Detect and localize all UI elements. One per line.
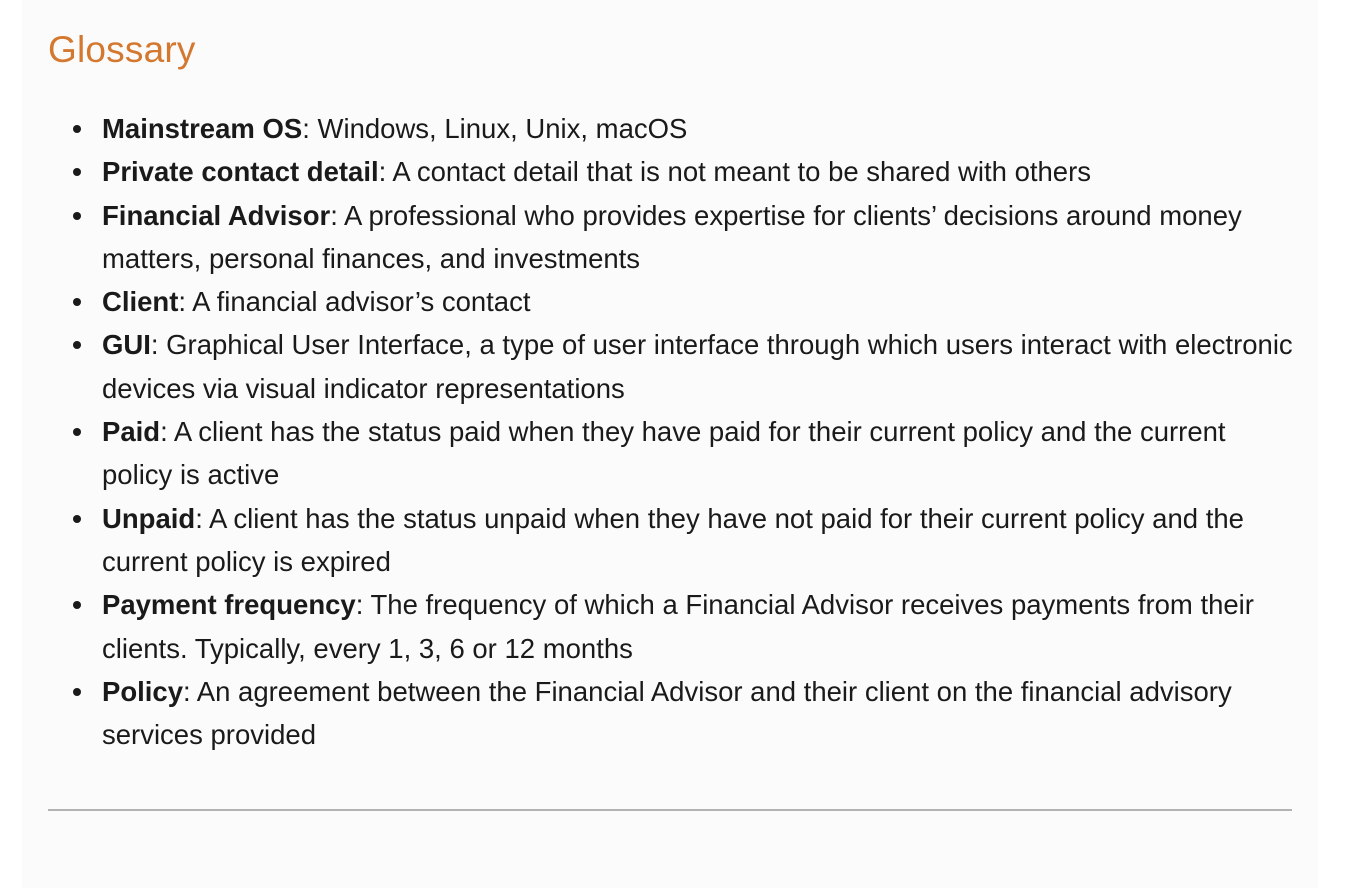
glossary-separator: : — [378, 156, 387, 188]
glossary-section — [48, 28, 1298, 756]
glossary-item — [102, 107, 1298, 150]
glossary-term: GUI — [102, 329, 151, 361]
glossary-term: Mainstream OS — [102, 113, 303, 144]
glossary-definition: An agreement between the Financial Advisor and their client on the financial advisory services provided — [102, 675, 1232, 751]
glossary-term: Financial Advisor — [102, 199, 331, 231]
glossary-item — [102, 150, 1298, 193]
glossary-item — [102, 280, 1298, 323]
glossary-list — [48, 107, 1298, 756]
glossary-definition: The frequency of which a Financial Advisor receives payments from their clients. Typically, every 1, 3, 6 or 12 months — [102, 589, 1254, 664]
glossary-term: Private contact detail — [102, 156, 379, 188]
glossary-separator: : — [150, 329, 159, 361]
glossary-term: Payment frequency — [102, 589, 356, 621]
glossary-term: Paid — [102, 416, 161, 448]
glossary-term: Client — [102, 286, 179, 318]
glossary-separator: : — [330, 199, 338, 231]
glossary-item — [102, 323, 1298, 410]
glossary-term: Policy — [102, 675, 184, 707]
glossary-definition: A client has the status paid when they have paid for their current policy and the current policy is active — [102, 416, 1226, 491]
glossary-term: Unpaid — [102, 502, 196, 534]
glossary-item — [102, 410, 1298, 497]
glossary-separator: : — [183, 675, 191, 707]
glossary-item — [102, 497, 1298, 584]
glossary-separator: : — [302, 113, 310, 144]
glossary-separator: : — [178, 286, 187, 318]
glossary-item — [102, 583, 1298, 670]
document-page — [22, 0, 1318, 888]
glossary-definition: A contact detail that is not meant to be shared with others — [386, 156, 1091, 188]
glossary-definition: A client has the status unpaid when they have not paid for their current policy and the current policy is expired — [102, 502, 1244, 577]
glossary-definition: A professional who provides expertise for clients’ decisions around money matters, personal finances, and investments — [102, 199, 1242, 274]
horizontal-rule — [48, 809, 1292, 811]
glossary-item — [102, 194, 1298, 281]
glossary-separator: : — [355, 589, 364, 621]
glossary-separator: : — [160, 416, 168, 448]
glossary-definition: Windows, Linux, Unix, macOS — [309, 113, 688, 144]
glossary-definition: A financial advisor’s contact — [186, 286, 531, 318]
glossary-definition: Graphical User Interface, a type of user interface through which users interact with electronic devices via visual indicator representations — [102, 329, 1293, 404]
glossary-separator: : — [195, 502, 203, 534]
glossary-item — [102, 670, 1298, 757]
glossary-heading: Glossary — [48, 29, 196, 70]
